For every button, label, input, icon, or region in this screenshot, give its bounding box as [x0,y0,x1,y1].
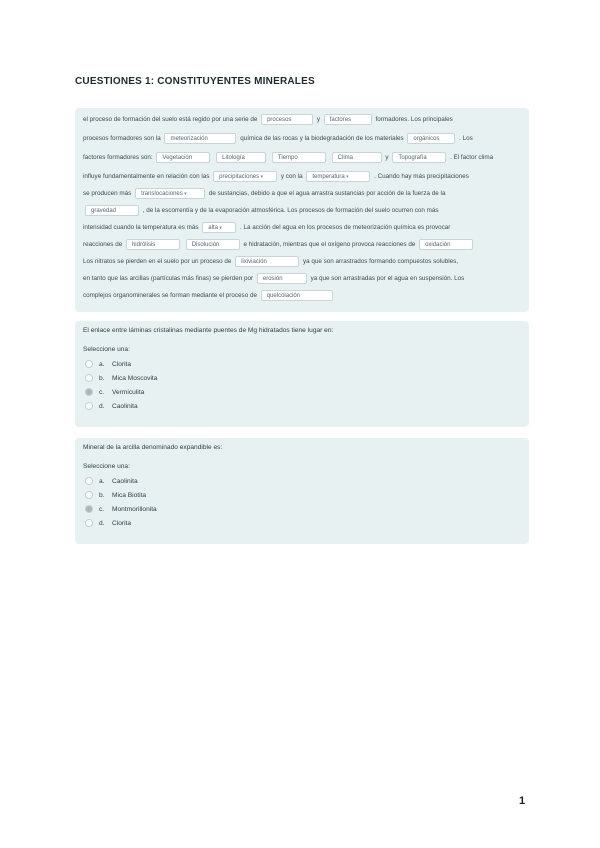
line-text: formadores. Los principales [375,116,453,123]
line-text: e hidratación, mientras que el oxígeno provoca reacciones de [243,241,416,248]
paragraph-line [83,169,523,185]
blank-field[interactable]: erosión [257,273,307,284]
radio-button[interactable] [85,402,93,410]
line-text: y [385,154,389,161]
paragraph-line [83,150,523,166]
line-text: en tanto que las arcillas (partículas más finas) se pierden por [83,275,254,282]
paragraph-line [83,186,523,202]
line-text: . Los [459,135,473,142]
blank-field[interactable]: meteorización [164,133,236,144]
line-text: Los nitratos se pierden en el suelo por un proceso de [83,258,232,265]
blank-field[interactable]: oxidación [419,239,473,250]
paragraph-line [83,237,523,253]
radio-button[interactable] [85,519,93,527]
radio-button[interactable] [85,374,93,382]
cloze-question-panel [75,108,529,312]
blank-field[interactable]: Topografía [392,152,446,163]
line-text: influye fundamentalmente en relación con las [83,173,210,180]
line-text: complejos organominerales se forman mediante el proceso de [83,292,257,299]
radio-button[interactable] [85,360,93,368]
answer-option[interactable]: c. Montmorillonita [85,504,157,516]
dropdown-field[interactable]: temperatura ▾ [306,171,370,182]
line-text: de sustancias, debido a que el agua arrastra sustancias por acción de la fuerza de la [208,190,446,197]
line-text: química de las rocas y la biodegradación de los materiales [240,135,404,142]
line-text: . La acción del agua en los procesos de meteorización química es provocar [240,224,451,231]
paragraph-line [83,112,523,128]
line-text: intensidad cuando la temperatura es más [83,224,199,231]
line-text: se producen más [83,190,132,197]
dropdown-field[interactable]: translocaciones ▾ [135,188,205,199]
option-label: Clorita [112,361,132,368]
line-text: . El factor clima [450,154,494,161]
answer-option[interactable]: a. Clorita [85,359,131,371]
blank-field[interactable]: Clima [332,152,382,163]
answer-option[interactable]: b. Mica Moscovita [85,373,157,385]
blank-field[interactable]: Litología [216,152,266,163]
line-text: factores formadores son: [83,154,153,161]
line-text: el proceso de formación del suelo está regido por una serie de [83,116,258,123]
paragraph-line [83,271,523,287]
paragraph-line [83,203,523,219]
paragraph-line [83,220,523,236]
line-text: reacciones de [83,241,123,248]
answer-option[interactable]: c. Vermiculita [85,387,144,399]
paragraph-line [83,131,523,147]
option-label: Caolinita [112,403,138,410]
blank-field[interactable]: Disolución [186,239,240,250]
multiple-choice-panel [75,438,529,544]
option-label: Mica Biotita [112,492,147,499]
line-text: ya que son arrastradas por el agua en suspensión. Los [310,275,465,282]
radio-button[interactable] [85,388,93,396]
paragraph-line [83,288,523,304]
paragraph-line [83,254,523,270]
option-label: Montmorillonita [112,506,157,513]
radio-button[interactable] [85,477,93,485]
blank-field[interactable]: Tiempo [272,152,326,163]
select-prompt: Seleccione una: [83,346,130,353]
option-label: Caolinita [112,478,138,485]
blank-field[interactable]: factores [324,114,372,125]
blank-field[interactable]: procesos [261,114,313,125]
line-text: ya que son arrastrados formando compuestos solubles, [302,258,458,265]
answer-option[interactable]: b. Mica Biotita [85,490,146,502]
blank-field[interactable]: lixiviación [235,256,299,267]
line-text: procesos formadores son la [83,135,161,142]
radio-button[interactable] [85,505,93,513]
blank-field[interactable]: quelcolación [261,290,333,301]
dropdown-field[interactable]: precipitaciones ▾ [213,171,277,182]
select-prompt: Seleccione una: [83,463,130,470]
question-text: El enlace entre láminas cristalinas mediante puentes de Mg hidratados tiene lugar en: [83,327,334,334]
option-label: Clorita [112,520,132,527]
page-title: CUESTIONES 1: CONSTITUYENTES MINERALES [75,76,315,87]
blank-field[interactable]: orgánicos [407,133,455,144]
answer-option[interactable]: a. Caolinita [85,476,138,488]
line-text: , de la escorrentía y de la evaporación atmosférica. Los procesos de formación del suelo ocurren con más [142,207,439,214]
line-text: y [316,116,320,123]
line-text: . Cuando hay más precipitaciones [374,173,469,180]
blank-field[interactable]: gravedad [85,205,139,216]
question-text: Mineral de la arcilla denominado expandible es: [83,444,223,451]
line-text: y con la [280,173,303,180]
blank-field[interactable]: hidrólisis [126,239,180,250]
dropdown-field[interactable]: alta ▾ [202,222,236,233]
option-label: Mica Moscovita [112,375,158,382]
multiple-choice-panel [75,321,529,427]
blank-field[interactable]: Vegetación [156,152,210,163]
answer-option[interactable]: d. Caolinita [85,401,138,413]
answer-option[interactable]: d. Clorita [85,518,131,530]
radio-button[interactable] [85,491,93,499]
page-number: 1 [519,795,526,807]
option-label: Vermiculita [112,389,145,396]
